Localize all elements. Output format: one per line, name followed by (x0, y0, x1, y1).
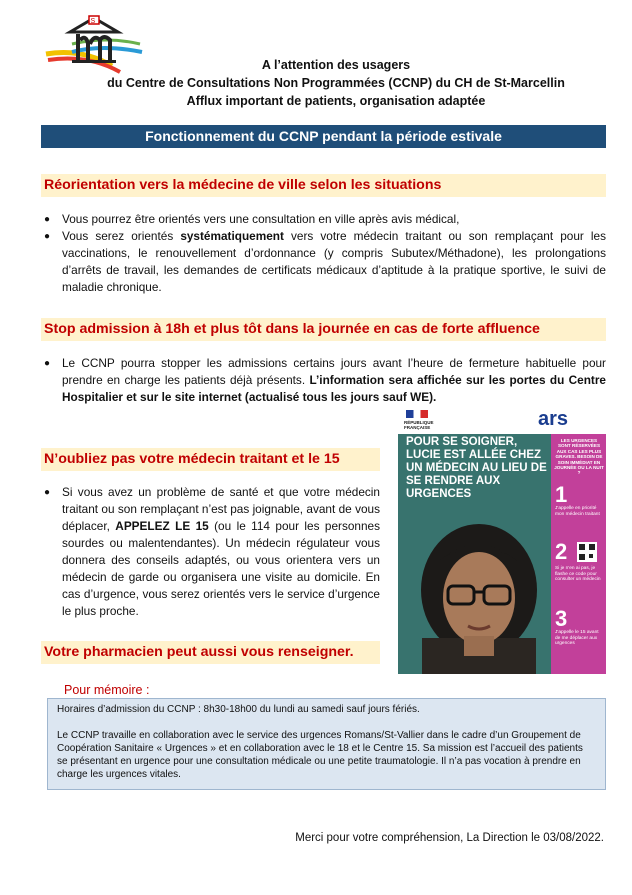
list-item-text: (ou le 114 pour les personnes sourdes ou malentendantes). Un médecin régulateur vous donnera des conseils adaptés, ou vous orientera vers un médecin de garde ou organisera une visite au domicile. En cas d’urgence, vous serez orientés vers le service d’urgence le plus proche. (62, 519, 380, 618)
memo-hours: Horaires d’admission du CCNP : 8h30-18h00 du lundi au samedi sauf jours fériés. (57, 704, 420, 715)
section-medecin-traitant-body (44, 484, 380, 620)
emphasis-text: L’information sera affichée sur les portes du Centre Hospitalier et sur le site internet (62, 373, 606, 404)
list-item-text: Vous serez orientés (62, 229, 181, 243)
list-item-text: vers votre médecin traitant ou son remplaçant pour les vaccinations, le renouvellement d’ordonnance (y compris Subutex/Méthadone), les prolongations d’arrêts de travail, les demandes de certificats médicaux d’aptitude à la pratique sportive, le suivi de maladie chronique. (62, 229, 607, 294)
emphasis-text: APPELEZ LE 15 (115, 519, 209, 533)
memo-collaboration: Le CCNP travaille en collaboration avec le service des urgences Romans/St-Vallier dans le cadre d’un Groupement de Coopération Sanitaire « Urgences » et en collaboration avec le 18 et le Centre 15. Sa mission est l’accueil des patients se présentant en urgence pour une consultation médicale ou une petite traumatologie. Il n’a pas vocation à prendre en charge les urgences vitales. (57, 730, 583, 780)
signature: Merci pour votre compréhension, La Direction le 03/08/2022. (295, 832, 604, 844)
section-stop-admission-body (44, 355, 606, 406)
section-title-pharmacien: Votre pharmacien peut aussi vous renseigner. (41, 641, 380, 664)
bullet-icon: ● (44, 214, 51, 225)
list-item-text: Vous pourrez être orientés vers une consultation en ville après avis médical, (62, 212, 460, 226)
poster-side-panel (551, 434, 606, 674)
step-number: 2 (555, 539, 568, 564)
list-item (44, 228, 607, 296)
step-number: 1 (555, 482, 568, 507)
emphasis-text: (actualisé tous les jours sauf WE). (241, 390, 437, 404)
poster-headline: POUR SE SOIGNER, LUCIE EST ALLÉE CHEZ UN MÉDECIN AU LIEU DE SE RENDRE AUX URGENCES (406, 436, 547, 500)
list-item-text: Le CCNP pourra stopper les admissions certains jours avant l’heure de fermeture habituelle pour prendre en charge les patients déjà présents. (62, 356, 606, 387)
list-item-text: Si vous avez un problème de santé et que votre médecin traitant ou son remplaçant n’est pas joignable, avant de vous déplacer, (62, 485, 380, 533)
step-text: J'appelle en priorité mon médecin traitant (555, 506, 600, 517)
header-line-2: du Centre de Consultations Non Programmées (CCNP) du CH de St-Marcellin (107, 76, 565, 90)
step-number: 3 (555, 606, 568, 631)
page-banner: Fonctionnement du CCNP pendant la période estivale (41, 125, 606, 148)
list-item (44, 355, 606, 406)
step-text: J'appelle le 15 avant de me déplacer aux urgences (555, 630, 599, 647)
portrait-image (412, 520, 546, 674)
section-reorientation-body (44, 211, 607, 296)
header-line-1: A l’attention des usagers (261, 58, 411, 72)
step-text: Si je n'en ai pas, je flashe ce code pour consulter un médecin (555, 566, 601, 583)
section-title-medecin-traitant: N’oubliez pas votre médecin traitant et le 15 (41, 448, 380, 471)
section-title-stop-admission: Stop admission à 18h et plus tôt dans la journée en cas de forte affluence (41, 318, 606, 341)
memo-label: Pour mémoire : (64, 683, 150, 697)
republique-label: RÉPUBLIQUE FRANÇAISE (404, 420, 434, 430)
bullet-icon: ● (44, 487, 51, 498)
list-item (44, 211, 606, 228)
campaign-poster (398, 408, 606, 674)
header-line-3: Afflux important de patients, organisation adaptée (186, 94, 486, 108)
section-title-reorientation: Réorientation vers la médecine de ville selon les situations (41, 174, 606, 197)
ars-logo: ars (538, 408, 569, 430)
marianne-icon (406, 410, 428, 418)
emphasis-text: systématiquement (180, 229, 284, 243)
memo-box (47, 698, 606, 790)
qr-code-icon (577, 542, 597, 562)
bullet-icon: ● (44, 358, 51, 369)
svg-text:S: S (90, 18, 96, 25)
poster-side-title: LES URGENCES SONT RÉSERVÉES AUX CAS LES PLUS GRAVES. BESOIN DE SOIN IMMÉDIAT EN JOURNÉE OU LA NUIT ? (554, 438, 604, 476)
bullet-icon: ● (44, 231, 51, 242)
list-item (44, 484, 380, 620)
